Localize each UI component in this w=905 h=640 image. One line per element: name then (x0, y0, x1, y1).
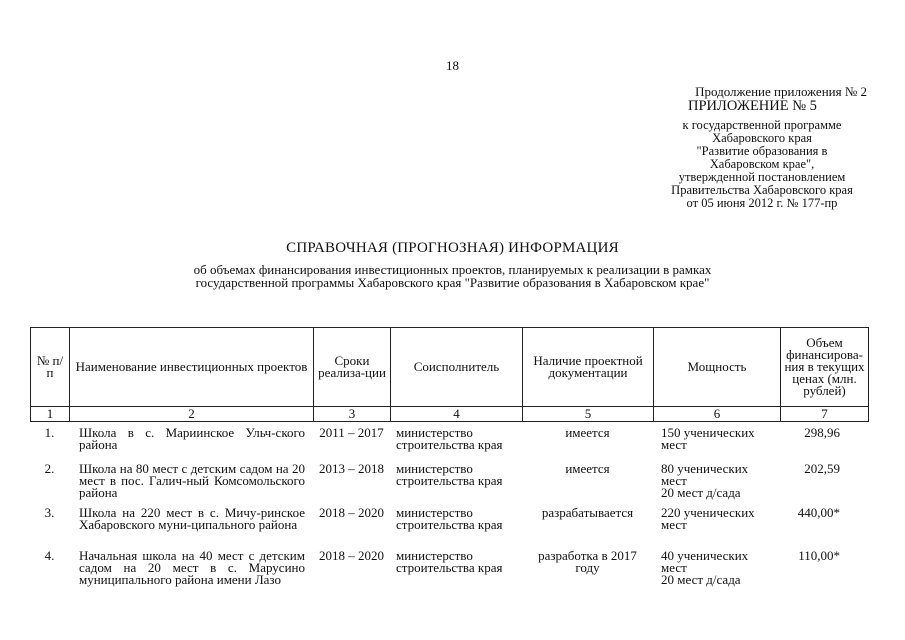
table-row (30, 461, 868, 505)
project-capacity (653, 505, 780, 548)
column-number: 2 (70, 407, 314, 422)
project-name: Начальная школа на 40 мест с детским садом на 20 мест в с. Марусино муниципального района имени Лазо (79, 548, 305, 587)
project-executor: министерство строительства края (396, 425, 503, 452)
project-name: Школа на 220 мест в с. Мичу-ринское Хабаровского муни-ципального района (79, 505, 305, 532)
project-funding: 298,96 (804, 425, 840, 440)
project-name: Школа на 80 мест с детским садом на 20 мест в пос. Галич-ный Комсомольского района (79, 461, 305, 500)
header-documentation: Наличие проектной документации (523, 328, 654, 407)
project-executor: министерство строительства края (396, 461, 503, 488)
project-terms: 2013 – 2018 (319, 461, 384, 476)
approval-line: к государственной программе (682, 118, 842, 132)
appendix-title: ПРИЛОЖЕНИЕ № 5 (688, 98, 817, 114)
capacity-line: 220 ученических мест (661, 505, 755, 532)
project-executor: министерство строительства края (396, 548, 503, 575)
subtitle-line: об объемах финансирования инвестиционных проектов, планируемых к реализации в рамках (193, 262, 712, 277)
document-title: СПРАВОЧНАЯ (ПРОГНОЗНАЯ) ИНФОРМАЦИЯ (286, 240, 619, 256)
row-number: 1. (44, 425, 55, 440)
capacity-line: 40 ученических мест (661, 548, 749, 575)
approval-line: от 05 июня 2012 г. № 177-пр (686, 196, 838, 210)
approval-line: Хабаровского края (712, 131, 812, 145)
row-number: 3. (44, 505, 55, 520)
project-terms: 2018 – 2020 (319, 548, 384, 563)
document-subtitle (0, 263, 905, 289)
project-capacity (653, 425, 780, 461)
column-number: 5 (523, 407, 654, 422)
row-number: 2. (44, 461, 55, 476)
capacity-line: 150 ученических мест (661, 425, 755, 452)
approval-block (612, 119, 905, 210)
header-funding: Объем финансирова-ния в текущих ценах (млн. рублей) (781, 328, 869, 407)
column-number: 6 (654, 407, 781, 422)
capacity-line: 80 ученических мест (661, 461, 749, 488)
project-funding: 110,00* (798, 548, 840, 563)
table-header (30, 327, 869, 422)
project-capacity (653, 461, 780, 505)
project-name: Школа в с. Мариинское Ульч-ского района (79, 425, 305, 452)
project-documentation: разрабатывается (541, 505, 634, 520)
project-terms: 2018 – 2020 (319, 505, 384, 520)
approval-line: "Развитие образования в (696, 144, 828, 158)
column-number: 4 (391, 407, 523, 422)
table-row (30, 425, 868, 461)
page-number: 18 (446, 58, 459, 73)
header-terms: Сроки реализа-ции (314, 328, 391, 407)
project-capacity (653, 548, 780, 602)
table-row (30, 548, 868, 602)
approval-line: Правительства Хабаровского края (671, 183, 853, 197)
project-documentation: разработка в 2017 году (538, 548, 637, 575)
subtitle-line: государственной программы Хабаровского края "Развитие образования в Хабаровском крае" (195, 275, 710, 290)
table-row (30, 505, 868, 548)
project-funding: 440,00* (797, 505, 840, 520)
header-project-name: Наименование инвестиционных проектов (70, 328, 314, 407)
capacity-line: 20 мест д/сада (661, 485, 741, 500)
table-body (30, 425, 868, 602)
header-coexecutor: Соисполнитель (391, 328, 523, 407)
project-documentation: имеется (565, 461, 610, 476)
row-number: 4. (44, 548, 55, 563)
continuation-note: Продолжение приложения № 2 (695, 84, 867, 99)
header-capacity: Мощность (654, 328, 781, 407)
project-documentation: имеется (565, 425, 610, 440)
project-executor: министерство строительства края (396, 505, 503, 532)
approval-line: утвержденной постановлением (678, 170, 846, 184)
column-number: 1 (31, 407, 70, 422)
capacity-line: 20 мест д/сада (661, 572, 741, 587)
approval-line: Хабаровском крае", (709, 157, 815, 171)
column-number: 7 (781, 407, 869, 422)
column-number: 3 (314, 407, 391, 422)
header-number: № п/п (31, 328, 70, 407)
project-terms: 2011 – 2017 (319, 425, 384, 440)
project-funding: 202,59 (804, 461, 840, 476)
